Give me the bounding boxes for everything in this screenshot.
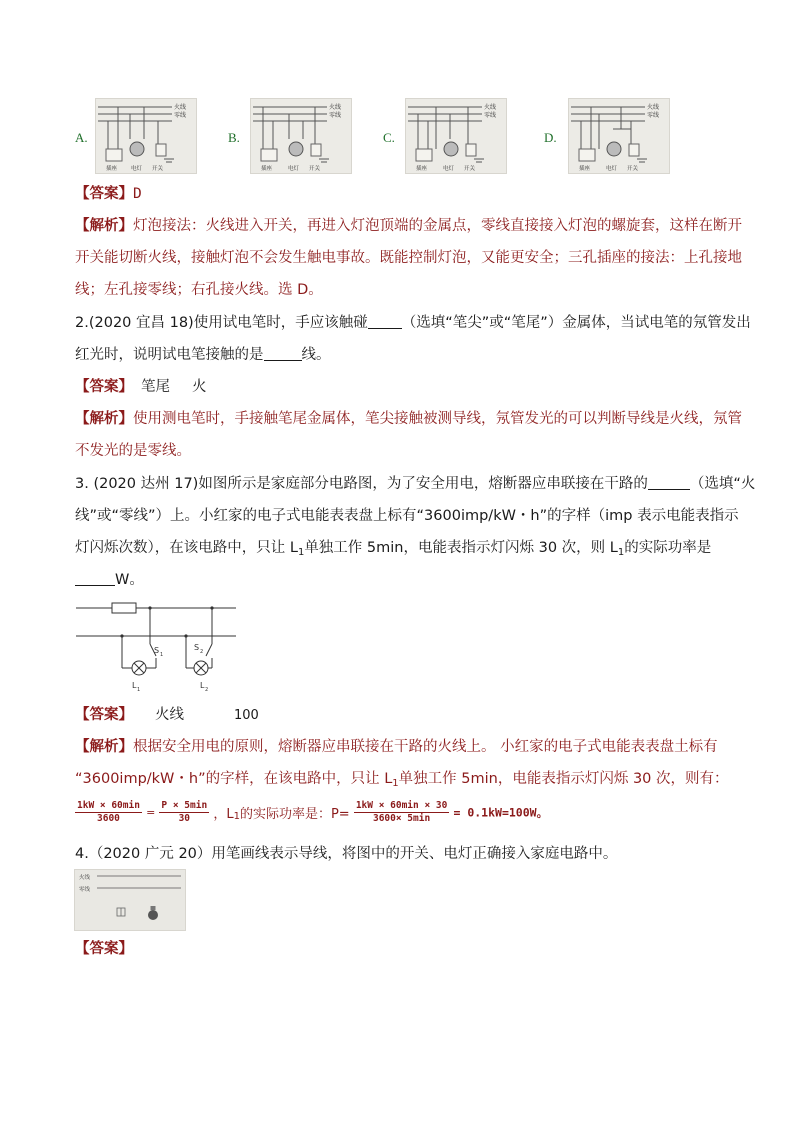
q3-formula	[75, 800, 548, 825]
option-a-tag-neutral: 零线	[174, 112, 187, 119]
q2-blank-2	[264, 346, 302, 361]
label-s1-sub: 1	[160, 652, 164, 658]
q1-analysis-line-2: 开关能切断火线，接触灯泡不会发生触电事故。既能控制灯泡，又能更安全；三孔插座的接法：上孔接地	[75, 250, 742, 266]
option-b-tag-switch: 开关	[309, 166, 321, 172]
option-d-circuit-image	[568, 98, 670, 174]
option-d-tag-switch: 开关	[627, 166, 639, 172]
q2-answer-1: 笔尾	[141, 379, 170, 395]
q3-question-line-4	[75, 570, 144, 590]
option-c-label: C.	[383, 130, 395, 145]
formula-mid-b: 的实际功率是：P=	[239, 807, 350, 822]
q1-analysis-text-1: 灯泡接法：火线进入开关，再进入灯泡顶端的金属点，零线直接接入灯泡的螺旋套，这样在断开	[133, 218, 742, 234]
q1-answer-value: D	[133, 186, 142, 202]
option-a-tag-live: 火线	[174, 104, 187, 111]
q4-lamp-icon	[148, 910, 158, 920]
q3-answer-2: 100	[234, 708, 259, 723]
option-b-tag-socket: 插座	[261, 166, 273, 172]
formula-fraction-1: $\frac{1kW \times 60\min}{3600}$	[77, 800, 140, 824]
q4-label-live: 火线	[79, 875, 91, 881]
analysis-tag: 【解析】	[75, 218, 133, 234]
q2-analysis-text-1: 使用测电笔时，手接触笔尾金属体，笔尖接触被测导线，氖管发光的可以判断导线是火线，氖管	[133, 411, 742, 427]
q3-sub-2: 1	[617, 547, 625, 558]
q3-answer	[75, 705, 259, 726]
option-a-label: A.	[75, 130, 88, 145]
option-b-label: B.	[228, 130, 240, 145]
q3-circuit-diagram	[70, 598, 240, 694]
option-d-tag-neutral: 零线	[647, 112, 660, 119]
q4-label-neutral: 零线	[79, 887, 91, 893]
q3-blank-2	[75, 571, 115, 586]
q4-circuit-photo	[74, 869, 186, 931]
formula-mid-a: ，L	[213, 807, 234, 822]
q1-analysis-line-1	[75, 216, 742, 236]
q2-text-1a: 2.(2020 宜昌 18)使用试电笔时，手应该触碰	[75, 315, 368, 331]
formula-mid-sub: 1	[233, 811, 240, 822]
q2-analysis-line-1	[75, 409, 742, 429]
q3-analysis-sub: 1	[392, 778, 399, 789]
q3-text-4: W。	[115, 572, 144, 588]
fuse-symbol	[112, 603, 136, 613]
label-s2-sub: 2	[200, 649, 204, 655]
q3-text-3b: 单独工作 5min，电能表指示灯闪烁 30 次，则 L	[304, 540, 618, 556]
switch-s2	[206, 644, 212, 656]
q4-question-line: 4.（2020 广元 20）用笔画线表示导线，将图中的开关、电灯正确接入家庭电路中。	[75, 846, 618, 862]
circuit-diagram-d	[569, 99, 669, 173]
option-c-tag-live: 火线	[484, 104, 497, 111]
q2-text-2a: 红光时，说明试电笔接触的是	[75, 347, 264, 363]
label-l1-sub: 1	[137, 687, 141, 693]
option-c-tag-socket: 插座	[416, 166, 428, 172]
q3-sub-1: 1	[297, 547, 305, 558]
option-d-tag-socket: 插座	[579, 166, 591, 172]
option-d-label: D.	[544, 130, 557, 145]
analysis-tag: 【解析】	[75, 739, 133, 755]
option-b-tag-live: 火线	[329, 104, 342, 111]
label-s2: S	[194, 643, 200, 652]
answer-tag: 【答案】	[75, 707, 133, 723]
q1-analysis-line-3: 线；左孔接零线；右孔接火线。选 D。	[75, 282, 323, 298]
q3-text-1b: （选填“火	[689, 476, 756, 492]
q3-question-line-3	[75, 538, 711, 563]
option-b-circuit-image	[250, 98, 352, 174]
analysis-tag: 【解析】	[75, 411, 133, 427]
option-c-circuit-image	[405, 98, 507, 174]
formula-result: = 0.1kW=100W。	[453, 805, 549, 820]
q3-question-line-2: 线”或“零线”）上。小红家的电子式电能表表盘上标有“3600imp/kW・h”的字样（imp 表示电能表指示	[75, 508, 739, 524]
formula-fraction-2: $\frac{P \times 5\min}{30}$	[161, 800, 208, 824]
q3-answer-1: 火线	[155, 707, 184, 723]
option-d-tag-lamp: 电灯	[606, 166, 618, 172]
q2-text-1b: （选填“笔尖”或“笔尾”）金属体，当试电笔的氖管发出	[401, 315, 751, 331]
formula-equals: =	[146, 806, 156, 819]
label-l2-sub: 2	[205, 687, 209, 693]
answer-tag: 【答案】	[75, 941, 133, 957]
circuit-diagram-b	[251, 99, 351, 173]
option-a-tag-socket: 插座	[106, 166, 118, 172]
option-c-tag-lamp: 电灯	[443, 166, 455, 172]
q3-text-1a: 3. (2020 达州 17)如图所示是家庭部分电路图，为了安全用电，熔断器应串联接在干路的	[75, 476, 648, 492]
option-b-tag-lamp: 电灯	[288, 166, 300, 172]
answer-tag: 【答案】	[75, 379, 133, 395]
q2-question-line-1	[75, 313, 751, 333]
q1-answer	[75, 184, 142, 204]
q4-answer	[75, 939, 133, 959]
q2-analysis-line-2: 不发光的是零线。	[75, 443, 191, 459]
answer-tag: 【答案】	[75, 186, 133, 202]
q2-question-line-2	[75, 345, 331, 365]
circuit-diagram-c	[406, 99, 506, 173]
q2-answer-2: 火	[192, 379, 207, 395]
q2-answer	[75, 377, 207, 397]
option-c-tag-switch: 开关	[464, 166, 476, 172]
q3-analysis-text-2b: 单独工作 5min，电能表指示灯闪烁 30 次，则有：	[398, 771, 729, 787]
formula-fraction-3: $\frac{1kW \times 60\min \times 30}{3600\times 5\min}$	[355, 800, 448, 824]
circuit-diagram-a	[96, 99, 196, 173]
q3-blank-1	[648, 475, 690, 490]
option-c-tag-neutral: 零线	[484, 112, 497, 119]
q3-question-line-1	[75, 474, 755, 494]
option-b-tag-neutral: 零线	[329, 112, 342, 119]
q3-analysis-line-1	[75, 737, 718, 757]
option-a-tag-lamp: 电灯	[131, 166, 143, 172]
label-l1: L	[132, 681, 137, 690]
q3-analysis-line-2	[75, 769, 729, 794]
q2-text-2b: 线。	[301, 347, 331, 363]
q3-text-3a: 灯闪烁次数），在该电路中，只让 L	[75, 540, 298, 556]
label-s1: S	[154, 646, 160, 655]
q3-analysis-text-1: 根据安全用电的原则，熔断器应串联接在干路的火线上。 小红家的电子式电能表表盘土标有	[133, 739, 718, 755]
q3-text-3c: 的实际功率是	[624, 540, 712, 556]
label-l2: L	[200, 681, 205, 690]
option-a-tag-switch: 开关	[152, 166, 164, 172]
q3-analysis-text-2a: “3600imp/kW・h”的字样，在该电路中，只让 L	[75, 771, 393, 787]
option-d-tag-live: 火线	[647, 104, 660, 111]
q2-blank-1	[368, 314, 402, 329]
option-a-circuit-image	[95, 98, 197, 174]
